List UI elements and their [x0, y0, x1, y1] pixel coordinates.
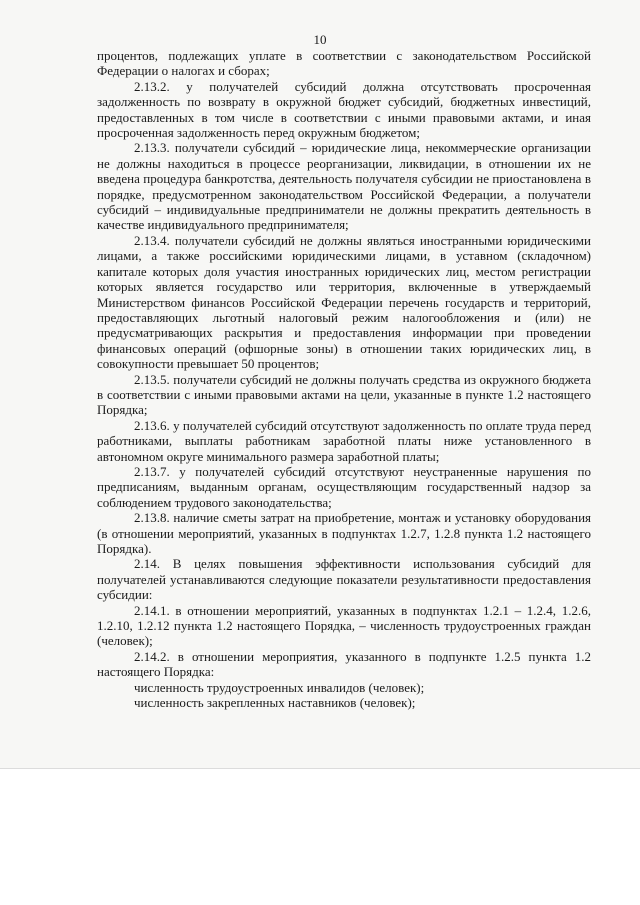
paragraph-2-13-5: 2.13.5. получатели субсидий не должны получать средства из окружного бюджета в соответствии с иными правовыми актами на цели, указанные в пункте 1.2 настоящего Порядка; — [97, 371, 591, 418]
paragraph-taxes-continuation: процентов, подлежащих уплате в соответствии с законодательством Российской Федерации о налогах и сборах; — [97, 48, 591, 79]
page-number: 10 — [313, 32, 327, 47]
paragraph-2-13-3: 2.13.3. получатели субсидий – юридические лица, некоммерческие организации не должны находиться в процессе реорганизации, ликвидации, в отношении их не введена процедура банкротства, деятельность получателя субсидии не приостановлена в порядке, предусмотренном законодательством Российской Федерации, а получатели субсидий – индивидуальные предприниматели не должны прекратить деятельность в качестве индивидуального предпринимателя; — [97, 140, 591, 233]
indicator-assigned-mentors: численность закрепленных наставников (человек); — [134, 695, 416, 711]
paragraph-2-13-2: 2.13.2. у получателей субсидий должна отсутствовать просроченная задолженность по возврату в окружной бюджет субсидий, бюджетных инвестиций, предоставленных в том числе в соответствии с иными правовыми актами, и иная просроченная задолженность перед окружным бюджетом; — [97, 78, 591, 141]
indicator-employed-disabled: численность трудоустроенных инвалидов (человек); — [134, 679, 425, 695]
paragraph-2-13-8: 2.13.8. наличие сметы затрат на приобретение, монтаж и установку оборудования (в отношении мероприятий, указанных в подпунктах 1.2.7, 1.2.8 пункта 1.2 настоящего Порядка). — [97, 510, 591, 556]
paragraph-2-14-2: 2.14.2. в отношении мероприятия, указанного в подпункте 1.2.5 пункта 1.2 настоящего Порядка: — [97, 648, 591, 680]
paragraph-2-13-4: 2.13.4. получатели субсидий не должны являться иностранными юридическими лицами, а также российскими юридическими лицами, в уставном (складочном) капитале которых доля участия иностранных юридических лиц, местом регистрации которых является государство или территория, включенные в утверждаемый Министерством финансов Российской Федерации перечень государств и территорий, предоставляющих льготный налоговый режим налогообложения и (или) не предусматривающих раскрытия и предоставления информации при проведении финансовых операций (офшорные зоны) в отношении таких юридических лиц, в совокупности превышает 50 процентов; — [97, 232, 591, 372]
document-body — [97, 48, 591, 710]
paragraph-2-13-7: 2.13.7. у получателей субсидий отсутствуют неустраненные нарушения по предписаниям, выданным органам, осуществляющим государственный надзор за соблюдением трудового законодательства; — [97, 463, 591, 510]
paragraph-2-14-1: 2.14.1. в отношении мероприятий, указанных в подпунктах 1.2.1 – 1.2.4, 1.2.6, 1.2.10, 1.2.12 пункта 1.2 настоящего Порядка, – численность трудоустроенных граждан (человек); — [97, 602, 591, 649]
paragraph-2-14: 2.14. В целях повышения эффективности использования субсидий для получателей устанавливаются следующие показатели результативности предоставления субсидии: — [97, 556, 591, 603]
paragraph-2-13-6: 2.13.6. у получателей субсидий отсутствуют задолженность по оплате труда перед работниками, выплаты работникам заработной платы ниже установленного в автономном округе минимального размера заработной платы; — [97, 417, 591, 464]
